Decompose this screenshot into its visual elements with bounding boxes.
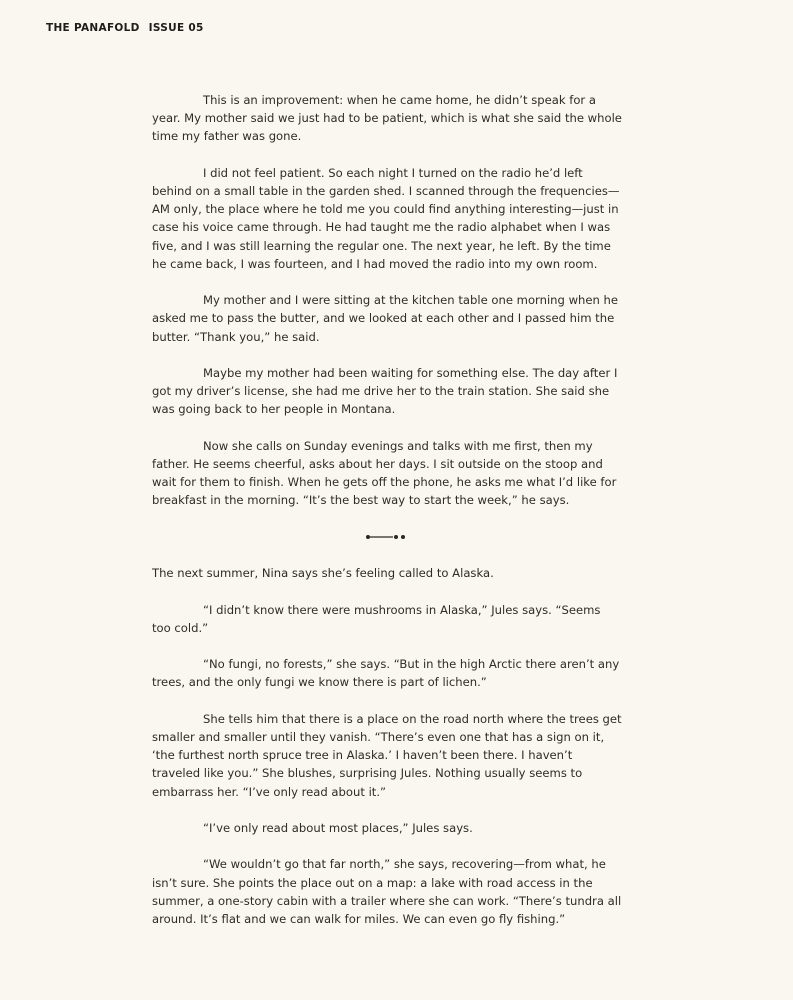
paragraph: Maybe my mother had been waiting for something else. The day after I got my driver’s license, she had me drive her to the train station. She said she was going back to her people in Montana. — [152, 366, 618, 417]
masthead — [46, 22, 204, 34]
article-body — [152, 91, 622, 946]
paragraph: She tells him that there is a place on the road north where the trees get smaller and smaller until they vanish. “There’s even one that has a sign on it, ‘the furthest north spruce tree in Alaska.’ I haven’t been there. I haven’t traveled like you.” She blushes, surprising Jules. Nothing usually seems to embarrass her. “I’ve only read about it.” — [152, 711, 622, 799]
paragraph: This is an improvement: when he came home, he didn’t speak for a year. My mother said we just had to be patient, which is what she said the whole time my father was gone. — [152, 93, 622, 144]
paragraph: “I didn’t know there were mushrooms in Alaska,” Jules says. “Seems too cold.” — [152, 602, 601, 635]
paragraph: The next summer, Nina says she’s feeling called to Alaska. — [152, 566, 494, 581]
paragraph: Now she calls on Sunday evenings and talks with me first, then my father. He seems cheerful, asks about her days. I sit outside on the stoop and wait for them to finish. When he gets off the phone, he asks me what I’d like for breakfast in the morning. “It’s the best way to start the week,” he says. — [152, 438, 617, 508]
paragraph: “No fungi, no forests,” she says. “But in the high Arctic there aren’t any trees, and the only fungi we know there is part of lichen.” — [152, 657, 620, 690]
paragraph: My mother and I were sitting at the kitchen table one morning when he asked me to pass the butter, and we looked at each other and I passed him the butter. “Thank you,” he said. — [152, 293, 619, 344]
issue-number: ISSUE 05 — [148, 22, 204, 34]
paragraph: I did not feel patient. So each night I turned on the radio he’d left behind on a small table in the garden shed. I scanned through the frequencies—AM only, the place where he told me you could find anything interesting—just in case his voice came through. He had taught me the radio alphabet when I was five, and I was still learning the regular one. The next year, he left. By the time he came back, I was fourteen, and I had moved the radio into my own room. — [152, 165, 620, 271]
section-separator — [152, 528, 622, 546]
publication-name: THE PANAFOLD — [46, 22, 140, 34]
paragraph: “We wouldn’t go that far north,” she says, recovering—from what, he isn’t sure. She points the place out on a map: a lake with road access in the summer, a one-story cabin with a trailer where she can work. “There’s tundra all around. It’s flat and we can walk for miles. We can even go fly fishing.” — [152, 857, 622, 926]
paragraph: “I’ve only read about most places,” Jules says. — [203, 820, 473, 835]
section-break-ornament-icon — [365, 532, 407, 542]
